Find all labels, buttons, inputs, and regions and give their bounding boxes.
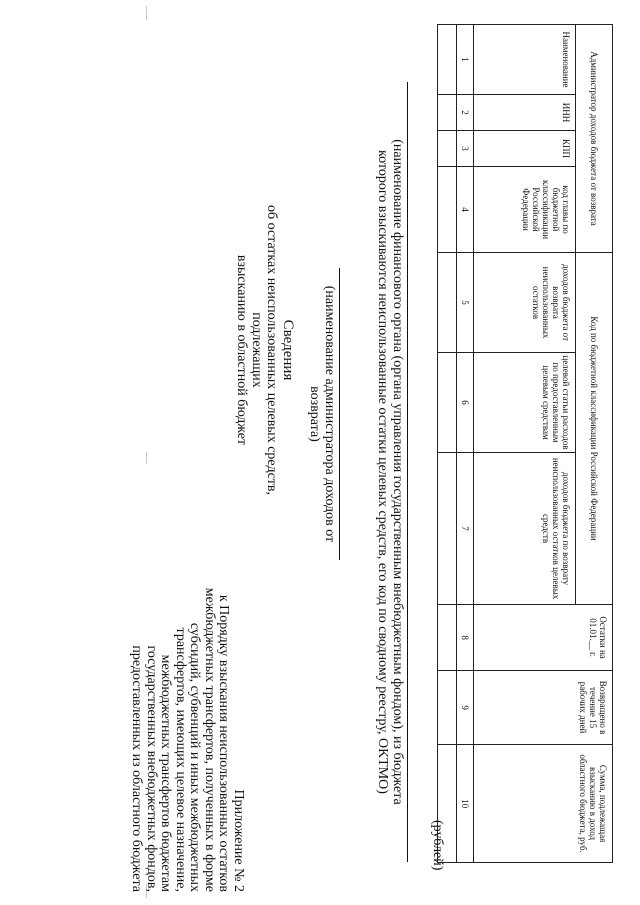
appendix-line: трансфертов, имеющих целевое назначение, xyxy=(173,627,188,892)
column-number: 3 xyxy=(457,131,474,167)
empty-cell xyxy=(438,167,457,253)
column-number: 9 xyxy=(457,671,474,745)
empty-cell xyxy=(438,131,457,167)
column-number: 8 xyxy=(457,605,474,671)
unit-label: (рублей) xyxy=(430,820,445,871)
fin-caption-line: которого взыскиваются неиспользованные остатки целевых средств, его код по сводному реестру, OKTMO) xyxy=(375,150,390,794)
header-inn: ИНН xyxy=(474,95,576,131)
appendix-title: Приложение № 2 xyxy=(231,789,246,892)
admin-caption: (наименование администратора доходов от возврата) xyxy=(307,268,340,560)
appendix-line: к Порядку взыскания неиспользованных остатков xyxy=(216,594,232,892)
empty-cell xyxy=(438,453,457,605)
column-number: 7 xyxy=(457,453,474,605)
column-number: 2 xyxy=(457,95,474,131)
appendix-line: межбюджетных трансфертов бюджетам xyxy=(158,654,174,892)
fin-caption xyxy=(375,82,408,862)
fin-caption-line: (наименование финансового органа (органа управления государственным внебюджетным фондом), из бюджета xyxy=(390,139,405,805)
header-chapter-code: код главы по бюджетной классификации Российской Федерации xyxy=(474,167,576,253)
header-income-code: доходов бюджета от возврата неиспользованных остатков xyxy=(474,253,576,353)
empty-cell xyxy=(438,95,457,131)
empty-cell xyxy=(438,745,457,863)
header-code-group: Код по бюджетной классификации Российской Федерации xyxy=(576,253,613,605)
header-income-back-code: доходов бюджета по возврату неиспользованных остатков целевых средств xyxy=(474,453,576,605)
appendix-line: межбюджетных трансфертов, полученных в форме xyxy=(202,587,217,892)
header-article-code: целевой статьи расходов по предоставленным целевым средствам xyxy=(474,353,576,453)
appendix-block xyxy=(129,512,245,892)
title-line: взысканию в областной бюджет xyxy=(234,254,249,446)
header-sum: Сумма, подлежащая взысканию в доход областного бюджета, руб. xyxy=(474,745,613,863)
header-admin-group: Администратор доходов бюджета от возврата xyxy=(576,25,613,253)
empty-cell xyxy=(438,605,457,671)
document-title xyxy=(234,180,295,520)
header-kpp: КПП xyxy=(474,131,576,167)
title-heading: Сведения xyxy=(280,319,296,381)
column-number: 6 xyxy=(457,353,474,453)
empty-cell xyxy=(438,25,457,95)
empty-cell xyxy=(438,671,457,745)
column-number: 4 xyxy=(457,167,474,253)
header-name: Наименование xyxy=(474,25,576,95)
header-returned: Возвращено в течение 15 рабочих дней xyxy=(474,671,613,745)
column-number: 10 xyxy=(457,745,474,863)
appendix-line: предоставленных из областного бюджета xyxy=(129,645,145,892)
empty-cell xyxy=(438,353,457,453)
title-line: об остатках неиспользованных целевых средств, подлежащих xyxy=(249,204,279,496)
column-number: 1 xyxy=(457,25,474,95)
data-table xyxy=(437,24,613,863)
appendix-line: субсидий, субвенций и иных межбюджетных xyxy=(187,622,203,892)
column-number: 5 xyxy=(457,253,474,353)
empty-cell xyxy=(438,253,457,353)
table-row xyxy=(438,25,457,863)
header-balance: Остатки на 01.01.__ г. xyxy=(474,605,613,671)
appendix-line: государственных внебюджетных фондов, xyxy=(144,645,159,892)
